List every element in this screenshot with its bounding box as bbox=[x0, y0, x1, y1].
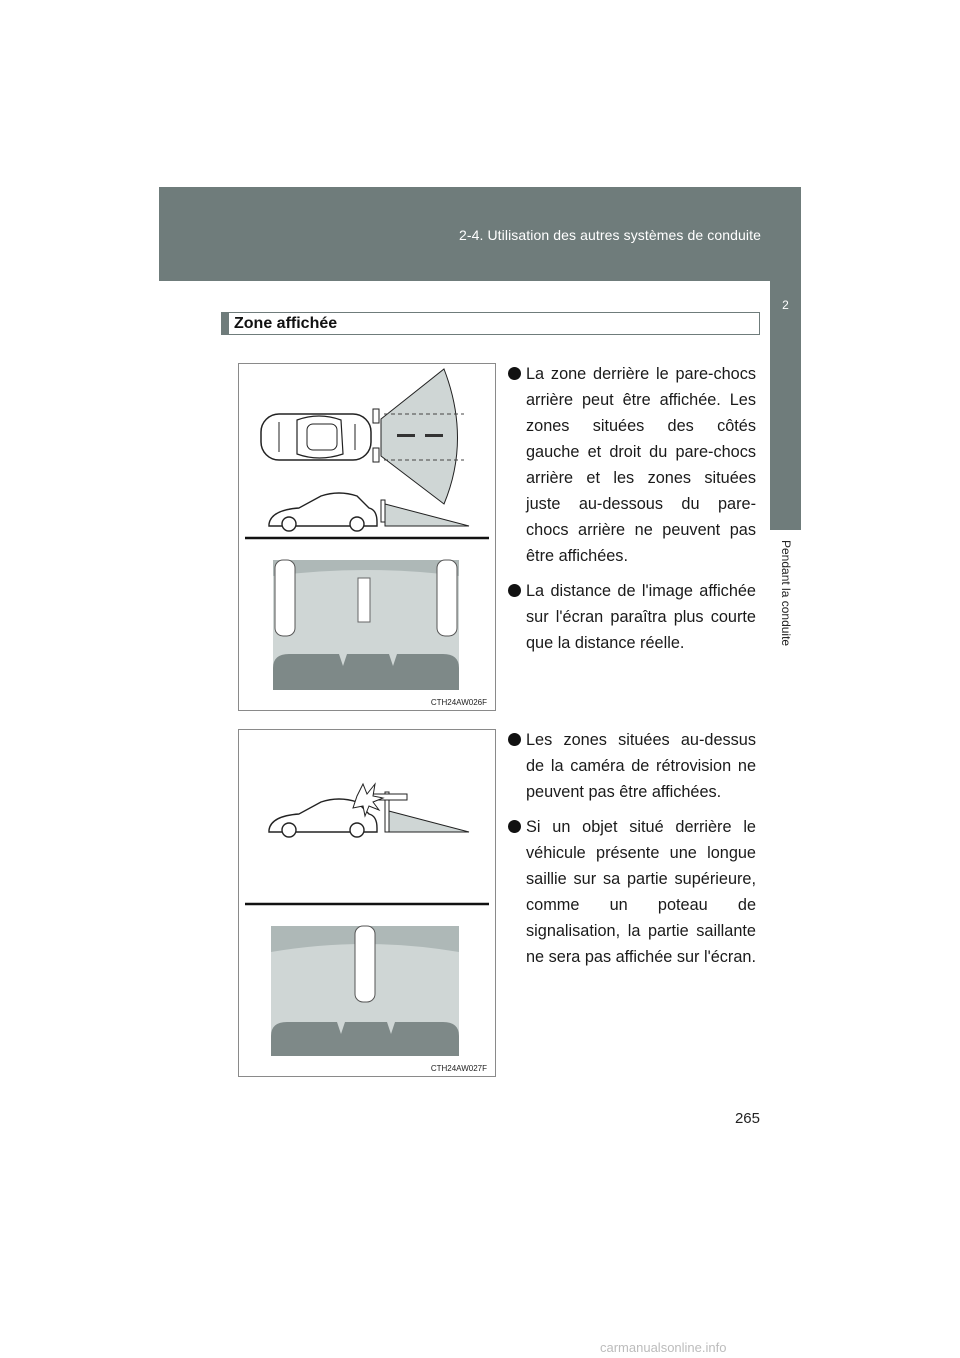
camera-post-bottom bbox=[373, 448, 379, 462]
camera-screen-view-2 bbox=[271, 926, 459, 1056]
bullet-item: Les zones situées au-dessus de la caméra de rétrovision ne peuvent pas être affichées. bbox=[508, 727, 756, 805]
bullet-list-2 bbox=[508, 727, 756, 979]
car-top-view bbox=[261, 414, 371, 460]
figure-camera-limits bbox=[238, 729, 496, 1077]
section-title: Zone affichée bbox=[234, 315, 338, 332]
watermark: carmanualsonline.info bbox=[600, 1340, 727, 1355]
figure-2-illustration bbox=[239, 730, 495, 1076]
header-band bbox=[159, 187, 801, 281]
view-cone-side bbox=[385, 504, 469, 526]
car-side-view bbox=[269, 493, 377, 531]
camera-post-top bbox=[373, 409, 379, 423]
figure-1-illustration bbox=[239, 364, 495, 710]
bullet-item: La distance de l'image affichée sur l'écran paraîtra plus courte que la distance réelle. bbox=[508, 578, 756, 656]
camera-screen-view bbox=[273, 560, 459, 690]
view-cone-side-2 bbox=[385, 810, 469, 832]
section-marker bbox=[222, 313, 229, 334]
chapter-number: 2 bbox=[782, 298, 789, 312]
breadcrumb: 2-4. Utilisation des autres systèmes de conduite bbox=[458, 227, 761, 243]
figure-code: CTH24AW026F bbox=[430, 698, 487, 707]
bullet-list-1 bbox=[508, 361, 756, 665]
figure-code: CTH24AW027F bbox=[430, 1064, 487, 1073]
page-number: 265 bbox=[734, 1110, 760, 1127]
figure-camera-zone bbox=[238, 363, 496, 711]
chapter-tab bbox=[770, 268, 801, 530]
chapter-label-container bbox=[770, 540, 801, 680]
chapter-label: Pendant la conduite bbox=[778, 540, 793, 647]
view-cone-top bbox=[381, 369, 458, 504]
bullet-item: Si un objet situé derrière le véhicule présente une longue saillie sur sa partie supérieure, comme un poteau de signalisation, la partie saillante ne sera pas affichée sur l'écran. bbox=[508, 814, 756, 970]
section-heading bbox=[221, 312, 760, 335]
bullet-item: La zone derrière le pare-chocs arrière peut être affichée. Les zones situées des côtés gauche et droit du pare-chocs arrière et les zones situées juste au-dessous du pare-chocs arrière ne peuvent pas être affichées. bbox=[508, 361, 756, 569]
